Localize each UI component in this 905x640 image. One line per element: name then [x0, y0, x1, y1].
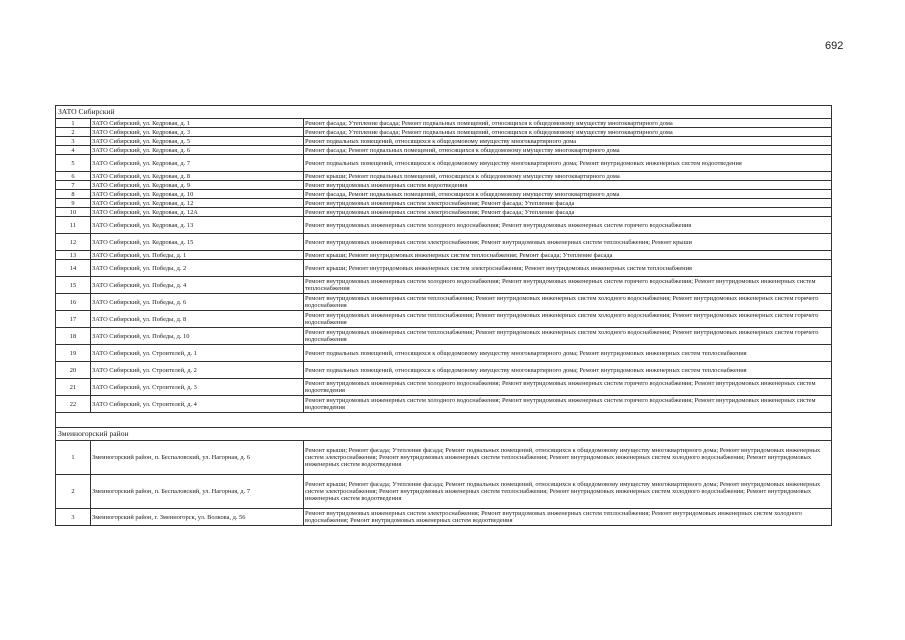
row-number: 17: [56, 311, 91, 328]
row-number: 10: [56, 208, 91, 217]
row-number: 8: [56, 190, 91, 199]
row-number: 12: [56, 234, 91, 251]
address-cell: ЗАТО Сибирский, ул. Кедровая, д. 3: [91, 128, 304, 137]
section-header-row: [56, 106, 832, 119]
table-row: [56, 277, 832, 294]
works-cell: Ремонт подвальных помещений, относящихся к общедомовому имуществу многоквартирного дома; Ремонт внутридомовых инженерных систем теплоснабжения: [304, 362, 832, 379]
address-cell: Змеиногорский район, п. Беспаловский, ул. Нагорная, д. 7: [91, 475, 304, 509]
table-row: [56, 155, 832, 172]
section-header-row: [56, 428, 832, 441]
row-number: 13: [56, 251, 91, 260]
section-gap-cell: [56, 413, 832, 428]
row-number: 21: [56, 379, 91, 396]
works-cell: Ремонт внутридомовых инженерных систем теплоснабжения; Ремонт внутридомовых инженерных систем холодного водоснабжения; Ремонт внутридомовых инженерных систем горячего водоснабжения: [304, 311, 832, 328]
row-number: 22: [56, 396, 91, 413]
table-row: [56, 294, 832, 311]
works-cell: Ремонт фасада, Ремонт подвальных помещений, относящихся к общедомовому имуществу многоквартирного дома: [304, 190, 832, 199]
works-cell: Ремонт крыши; Ремонт внутридомовых инженерных систем теплоснабжения; Ремонт фасада; Утепление фасада: [304, 251, 832, 260]
table-row: [56, 234, 832, 251]
address-cell: ЗАТО Сибирский, ул. Строителей, д. 4: [91, 396, 304, 413]
row-number: 16: [56, 294, 91, 311]
row-number: 20: [56, 362, 91, 379]
row-number: 4: [56, 146, 91, 155]
table-row: [56, 311, 832, 328]
row-number: 7: [56, 181, 91, 190]
address-cell: ЗАТО Сибирский, ул. Кедровая, д. 12: [91, 199, 304, 208]
address-cell: ЗАТО Сибирский, ул. Строителей, д. 3: [91, 379, 304, 396]
works-cell: Ремонт крыши; Ремонт подвальных помещений, относящихся к общедомовому имуществу многоквартирного дома: [304, 172, 832, 181]
address-cell: ЗАТО Сибирский, ул. Кедровая, д. 9: [91, 181, 304, 190]
works-cell: Ремонт внутридомовых инженерных систем водоотведения: [304, 181, 832, 190]
row-number: 19: [56, 345, 91, 362]
works-cell: Ремонт внутридомовых инженерных систем теплоснабжения; Ремонт внутридомовых инженерных систем холодного водоснабжения; Ремонт внутридомовых инженерных систем горячего водоснабжения: [304, 294, 832, 311]
table-row: [56, 441, 832, 475]
table-row: [56, 199, 832, 208]
works-cell: Ремонт крыши; Ремонт фасада; Утепление фасада; Ремонт подвальных помещений, относящихся к общедомовому имуществу многоквартирного дома; Ремонт внутридомовых инженерных систем электроснабжения; Ремонт внутридомовых инженерных систем теплоснабжения; Ремонт внутридомовых инженерных систем холодного водоснабжения; Ремонт внутридомовых инженерных систем водоотведения: [304, 475, 832, 509]
address-cell: ЗАТО Сибирский, ул. Кедровая, д. 13: [91, 217, 304, 234]
address-cell: ЗАТО Сибирский, ул. Строителей, д. 1: [91, 345, 304, 362]
table-row: [56, 128, 832, 137]
address-cell: ЗАТО Сибирский, ул. Кедровая, д. 1: [91, 119, 304, 128]
table-row: [56, 217, 832, 234]
address-cell: Змеиногорский район, г. Змеиногорск, ул. Волкова, д. 56: [91, 509, 304, 526]
works-cell: Ремонт внутридомовых инженерных систем электроснабжения; Ремонт фасада; Утепление фасада: [304, 208, 832, 217]
row-number: 3: [56, 509, 91, 526]
page-number: 692: [825, 40, 844, 52]
address-cell: ЗАТО Сибирский, ул. Кедровая, д. 6: [91, 146, 304, 155]
works-cell: Ремонт внутридомовых инженерных систем электроснабжения; Ремонт внутридомовых инженерных систем теплоснабжения; Ремонт крыши: [304, 234, 832, 251]
row-number: 9: [56, 199, 91, 208]
repair-works-table: [55, 105, 832, 526]
row-number: 5: [56, 155, 91, 172]
works-cell: Ремонт внутридомовых инженерных систем холодного водоснабжения; Ремонт внутридомовых инженерных систем горячего водоснабжения; Ремонт внутридомовых инженерных систем водоотведения: [304, 396, 832, 413]
works-cell: Ремонт внутридомовых инженерных систем электроснабжения; Ремонт фасада; Утепление фасада: [304, 199, 832, 208]
section-title: ЗАТО Сибирский: [56, 106, 832, 119]
address-cell: ЗАТО Сибирский, ул. Кедровая, д. 10: [91, 190, 304, 199]
table-row: [56, 509, 832, 526]
works-cell: Ремонт фасада; Ремонт подвальных помещений, относящихся к общедомовому имуществу многоквартирного дома: [304, 146, 832, 155]
row-number: 3: [56, 137, 91, 146]
section-gap: [56, 413, 832, 428]
works-cell: Ремонт подвальных помещений, относящихся к общедомовому имуществу многоквартирного дома; Ремонт внутридомовых инженерных систем теплоснабжения: [304, 345, 832, 362]
row-number: 1: [56, 441, 91, 475]
table-row: [56, 181, 832, 190]
table-row: [56, 345, 832, 362]
address-cell: ЗАТО Сибирский, ул. Строителей, д. 2: [91, 362, 304, 379]
address-cell: ЗАТО Сибирский, ул. Кедровая, д. 7: [91, 155, 304, 172]
table-row: [56, 190, 832, 199]
works-cell: Ремонт фасада; Утепление фасада; Ремонт подвальных помещений, относящихся к общедомовому имуществу многоквартирного дома: [304, 128, 832, 137]
works-cell: Ремонт подвальных помещений, относящихся к общедомовому имуществу многоквартирного дома; Ремонт внутридомовых инженерных систем водоотведения: [304, 155, 832, 172]
address-cell: ЗАТО Сибирский, ул. Кедровая, д. 8: [91, 172, 304, 181]
table-row: [56, 146, 832, 155]
row-number: 15: [56, 277, 91, 294]
table-row: [56, 208, 832, 217]
address-cell: ЗАТО Сибирский, ул. Кедровая, д. 5: [91, 137, 304, 146]
table-row: [56, 251, 832, 260]
works-cell: Ремонт внутридомовых инженерных систем холодного водоснабжения; Ремонт внутридомовых инженерных систем горячего водоснабжения; Ремонт внутридомовых инженерных систем водоотведения: [304, 379, 832, 396]
address-cell: ЗАТО Сибирский, ул. Кедровая, д. 15: [91, 234, 304, 251]
table-row: [56, 172, 832, 181]
works-cell: Ремонт внутридомовых инженерных систем электроснабжения; Ремонт внутридомовых инженерных систем теплоснабжения; Ремонт внутридомовых инженерных систем холодного водоснабжения; Ремонт внутридомовых инженерных систем водоотведения: [304, 509, 832, 526]
works-cell: Ремонт подвальных помещений, относящихся к общедомовому имуществу многоквартирного дома: [304, 137, 832, 146]
table-row: [56, 379, 832, 396]
row-number: 2: [56, 475, 91, 509]
address-cell: ЗАТО Сибирский, ул. Победы, д. 2: [91, 260, 304, 277]
table-body: [56, 106, 832, 526]
address-cell: ЗАТО Сибирский, ул. Победы, д. 6: [91, 294, 304, 311]
row-number: 2: [56, 128, 91, 137]
row-number: 14: [56, 260, 91, 277]
address-cell: ЗАТО Сибирский, ул. Победы, д. 1: [91, 251, 304, 260]
row-number: 1: [56, 119, 91, 128]
address-cell: ЗАТО Сибирский, ул. Победы, д. 4: [91, 277, 304, 294]
works-cell: Ремонт внутридомовых инженерных систем холодного водоснабжения; Ремонт внутридомовых инженерных систем горячего водоснабжения; Ремонт внутридомовых инженерных систем теплоснабжения: [304, 277, 832, 294]
address-cell: ЗАТО Сибирский, ул. Победы, д. 10: [91, 328, 304, 345]
works-cell: Ремонт крыши; Ремонт фасада; Утепление фасада; Ремонт подвальных помещений, относящихся к общедомовому имуществу многоквартирного дома; Ремонт внутридомовых инженерных систем электроснабжения; Ремонт внутридомовых инженерных систем теплоснабжения; Ремонт внутридомовых инженерных систем холодного водоснабжения; Ремонт внутридомовых инженерных систем водоотведения: [304, 441, 832, 475]
works-cell: Ремонт внутридомовых инженерных систем теплоснабжения; Ремонт внутридомовых инженерных систем холодного водоснабжения; Ремонт внутридомовых инженерных систем горячего водоснабжения: [304, 328, 832, 345]
address-cell: ЗАТО Сибирский, ул. Победы, д. 8: [91, 311, 304, 328]
row-number: 18: [56, 328, 91, 345]
row-number: 11: [56, 217, 91, 234]
address-cell: ЗАТО Сибирский, ул. Кедровая, д. 12А: [91, 208, 304, 217]
section-title: Змеиногорский район: [56, 428, 832, 441]
table-row: [56, 475, 832, 509]
works-cell: Ремонт внутридомовых инженерных систем холодного водоснабжения; Ремонт внутридомовых инженерных систем горячего водоснабжения: [304, 217, 832, 234]
row-number: 6: [56, 172, 91, 181]
works-cell: Ремонт фасада; Утепление фасада; Ремонт подвальных помещений, относящихся к общедомовому имуществу многоквартирного дома: [304, 119, 832, 128]
table-row: [56, 137, 832, 146]
table-row: [56, 119, 832, 128]
works-cell: Ремонт крыши; Ремонт внутридомовых инженерных систем электроснабжения; Ремонт внутридомовых инженерных систем теплоснабжения: [304, 260, 832, 277]
address-cell: Змеиногорский район, п. Беспаловский, ул. Нагорная, д. 6: [91, 441, 304, 475]
table-row: [56, 260, 832, 277]
table-row: [56, 396, 832, 413]
table-row: [56, 328, 832, 345]
table-row: [56, 362, 832, 379]
